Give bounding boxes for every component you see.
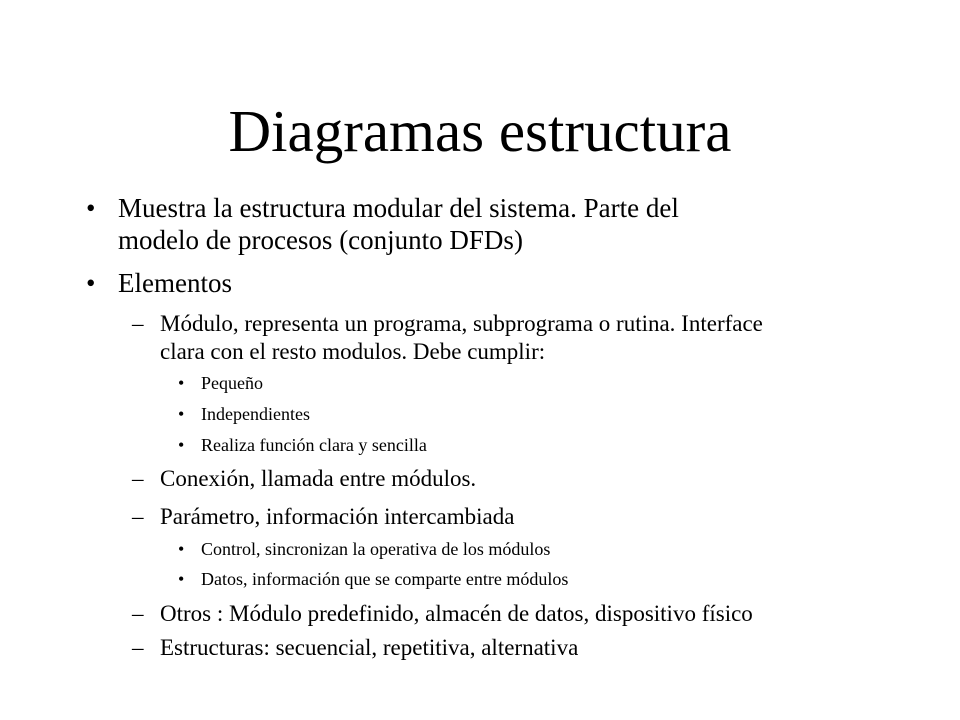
sub-item-conexion: Conexión, llamada entre módulos. bbox=[160, 466, 477, 491]
bullet-item-2: Elementos bbox=[118, 268, 232, 298]
sub-item-estructuras: Estructuras: secuencial, repetitiva, alternativa bbox=[160, 635, 579, 660]
bullet-item-1-line-2: modelo de procesos (conjunto DFDs) bbox=[118, 225, 523, 255]
dash-marker: – bbox=[132, 601, 144, 626]
dash-marker: – bbox=[132, 504, 144, 529]
sub-sub-item-independientes: Independientes bbox=[201, 404, 310, 424]
sub-sub-item-realiza: Realiza función clara y sencilla bbox=[201, 435, 427, 455]
sub-item-parametro: Parámetro, información intercambiada bbox=[160, 504, 515, 529]
bullet-item-1-line-1: Muestra la estructura modular del sistema. Parte del bbox=[118, 193, 679, 223]
dash-marker: – bbox=[132, 466, 144, 491]
small-bullet-marker: • bbox=[178, 373, 185, 393]
sub-sub-item-datos: Datos, información que se comparte entre módulos bbox=[201, 569, 569, 589]
small-bullet-marker: • bbox=[178, 539, 185, 559]
small-bullet-marker: • bbox=[178, 569, 185, 589]
dash-marker: – bbox=[132, 635, 144, 660]
sub-item-modulo-line-2: clara con el resto modulos. Debe cumplir: bbox=[160, 339, 546, 364]
sub-item-modulo-line-1: Módulo, representa un programa, subprograma o rutina. Interface bbox=[160, 311, 763, 336]
slide-title: Diagramas estructura bbox=[228, 98, 732, 164]
sub-sub-item-pequeno: Pequeño bbox=[201, 373, 263, 393]
small-bullet-marker: • bbox=[178, 435, 185, 455]
bullet-marker: • bbox=[86, 193, 96, 223]
bullet-marker: • bbox=[86, 268, 96, 298]
sub-sub-item-control: Control, sincronizan la operativa de los módulos bbox=[201, 539, 551, 559]
dash-marker: – bbox=[132, 311, 144, 336]
small-bullet-marker: • bbox=[178, 404, 185, 424]
sub-item-otros: Otros : Módulo predefinido, almacén de datos, dispositivo físico bbox=[160, 601, 753, 626]
